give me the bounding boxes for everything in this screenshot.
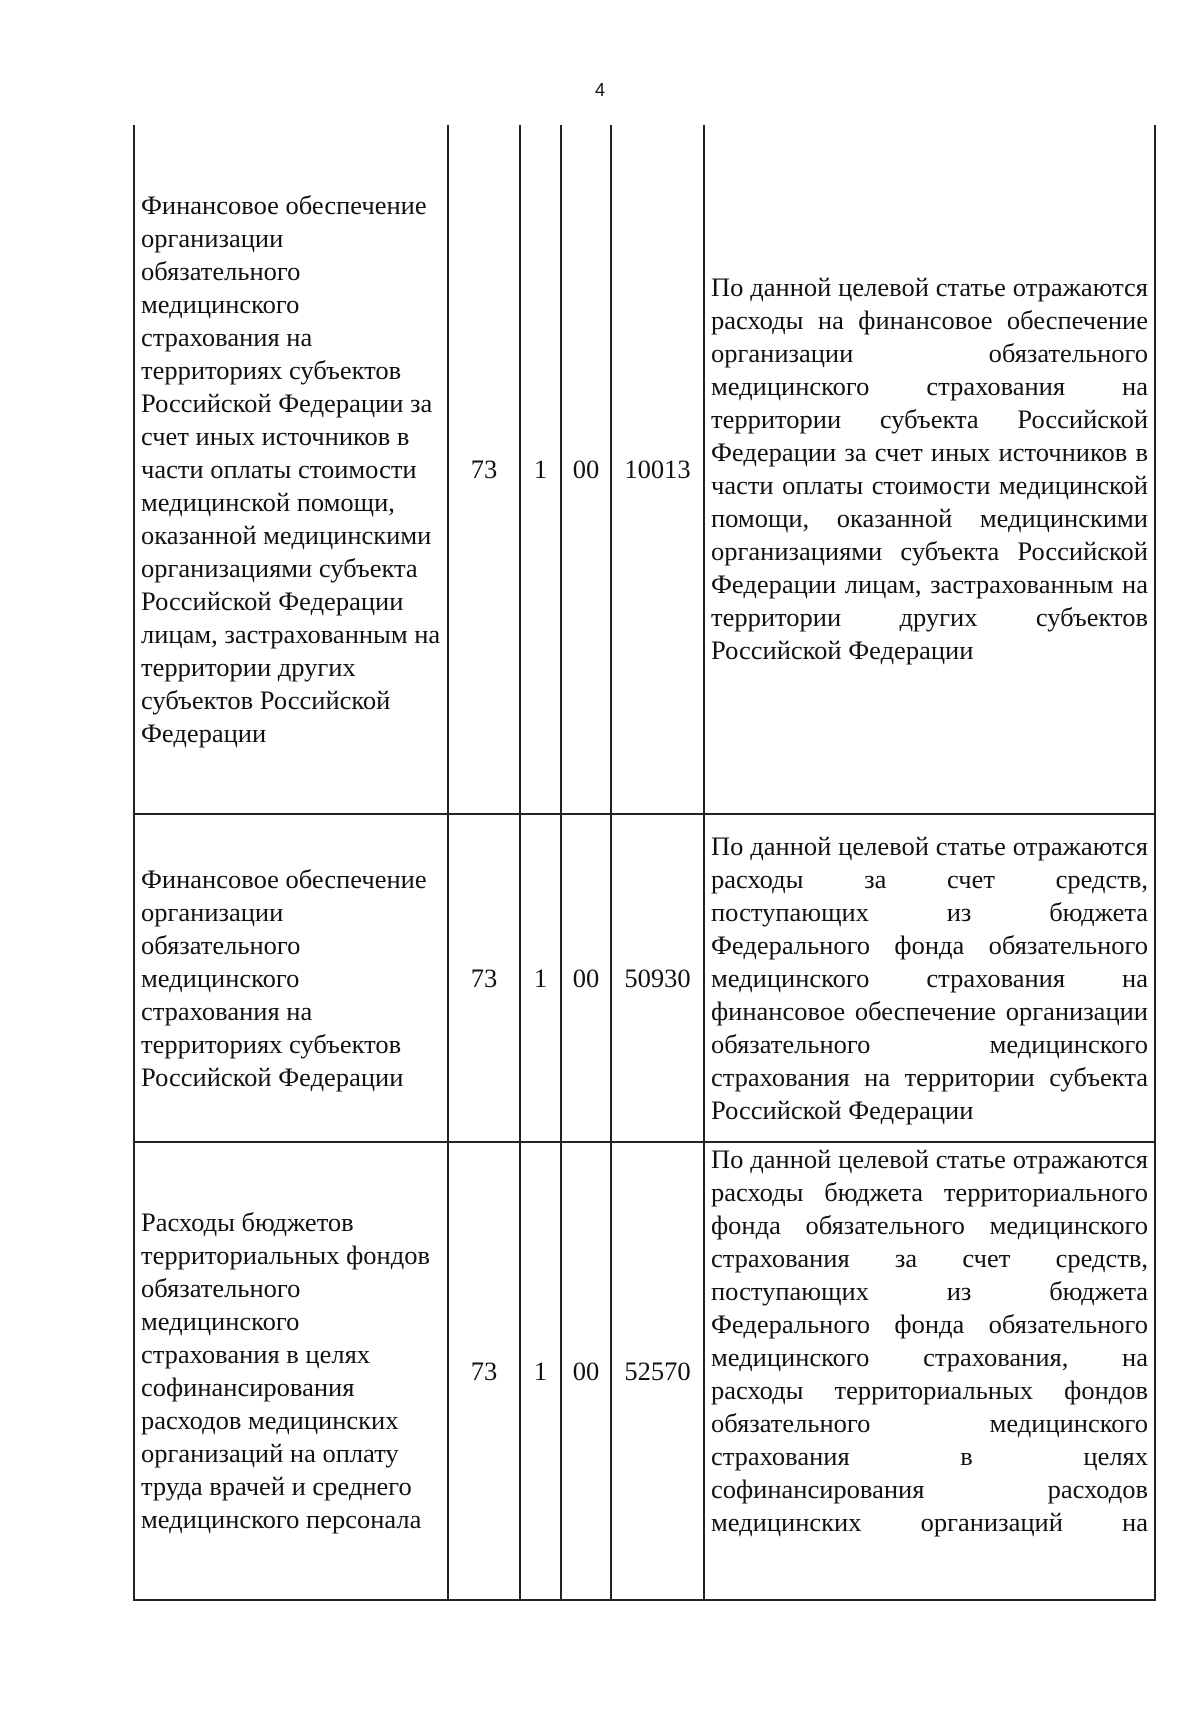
subprogram-code-cell: 1 (520, 814, 561, 1142)
direction-code-cell: 50930 (611, 814, 704, 1142)
subprogram-code-cell: 1 (520, 1142, 561, 1600)
direction-code-cell: 10013 (611, 125, 704, 814)
article-name-cell: Финансовое обеспечение организации обязательного медицинского страхования на территориях субъектов Российской Федерации за счет иных источников в части оплаты стоимости медицинской помощи, оказанной медицинскими организациями субъекта Российской Федерации лицам, застрахованным на территории других субъектов Российской Федерации (134, 125, 448, 814)
program-code-cell: 73 (448, 814, 520, 1142)
table-row (134, 125, 1155, 814)
page-number: 4 (594, 80, 605, 100)
target-articles-table (133, 125, 1156, 1601)
program-code-cell: 73 (448, 125, 520, 814)
article-name-cell: Расходы бюджетов территориальных фондов обязательного медицинского страхования в целях софинансирования расходов медицинских организаций на оплату труда врачей и среднего медицинского персонала (134, 1142, 448, 1600)
description-cell: По данной целевой статье отражаются расходы за счет средств, поступающих из бюджета Федерального фонда обязательного медицинского страхования на финансовое обеспечение организации обязательного медицинского страхования на территории субъекта Российской Федерации (704, 814, 1155, 1142)
subprogram-code-cell: 1 (520, 125, 561, 814)
direction-code-cell: 52570 (611, 1142, 704, 1600)
program-code-cell: 73 (448, 1142, 520, 1600)
main-activity-code-cell: 00 (561, 125, 611, 814)
main-activity-code-cell: 00 (561, 814, 611, 1142)
table-row (134, 1142, 1155, 1600)
description-cell: По данной целевой статье отражаются расходы на финансовое обеспечение организации обязательного медицинского страхования на территории субъекта Российской Федерации за счет иных источников в части оплаты стоимости медицинской помощи, оказанной медицинскими организациями субъекта Российской Федерации лицам, застрахованным на территории других субъектов Российской Федерации (704, 125, 1155, 814)
article-name-cell: Финансовое обеспечение организации обязательного медицинского страхования на территориях субъектов Российской Федерации (134, 814, 448, 1142)
table-row (134, 814, 1155, 1142)
description-cell: По данной целевой статье отражаются расходы бюджета территориального фонда обязательного медицинского страхования за счет средств, поступающих из бюджета Федерального фонда обязательного медицинского страхования, на расходы территориальных фондов обязательного медицинского страхования в целях софинансирования расходов медицинских организаций на (704, 1142, 1155, 1600)
main-activity-code-cell: 00 (561, 1142, 611, 1600)
